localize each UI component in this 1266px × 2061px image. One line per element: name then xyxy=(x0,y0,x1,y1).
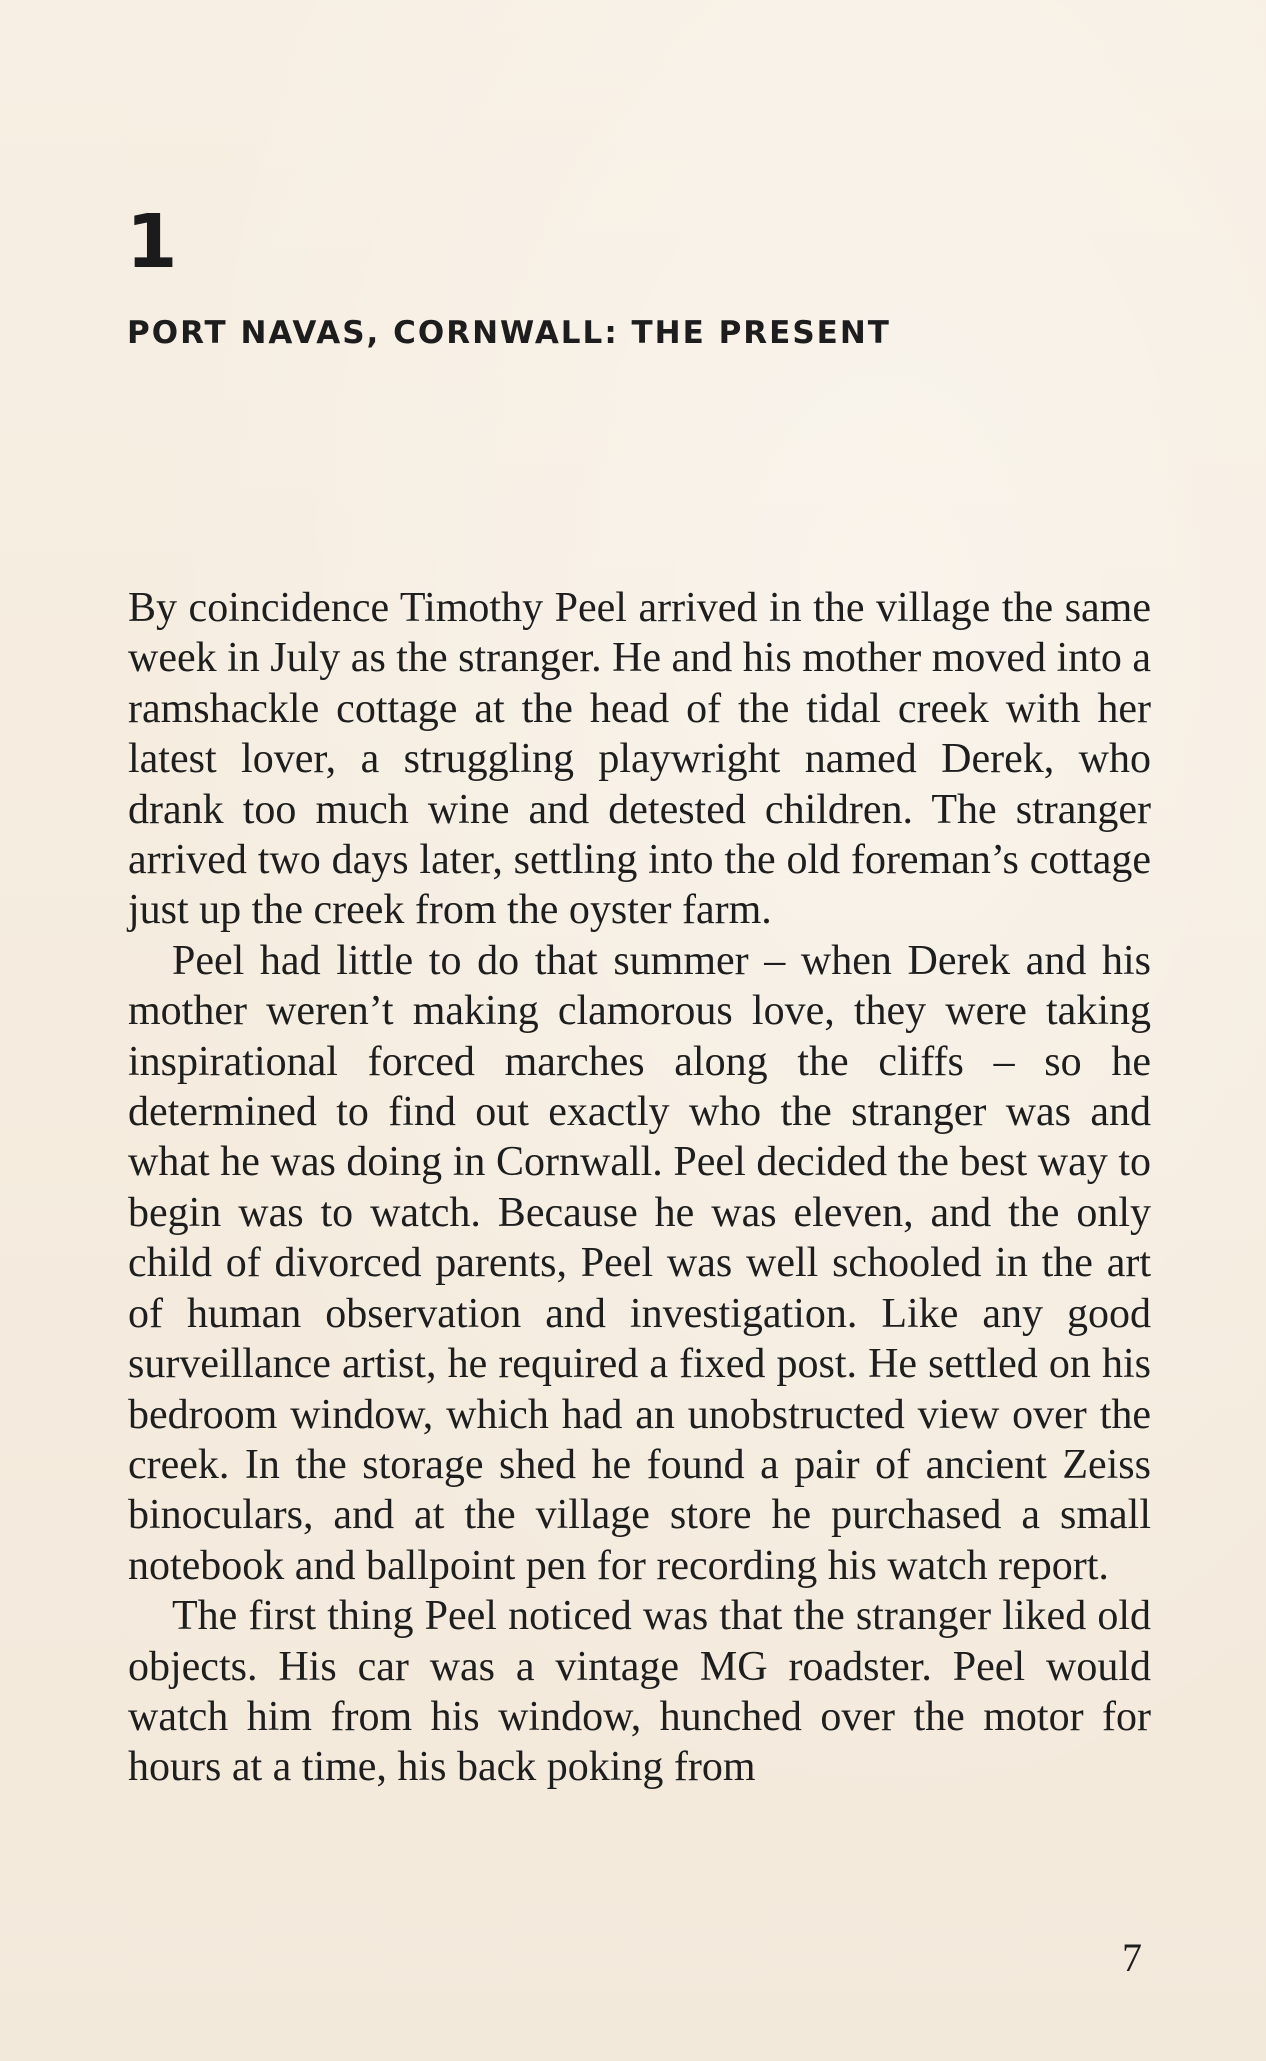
paragraph: Peel had little to do that summer – when Derek and his mother weren’t making clamorous love, they were taking inspirational forced marches along the cliffs – so he determined to find out exactly who the stranger was and what he was doing in Cornwall. Peel decided the best way to begin was to watch. Because he was eleven, and the only child of divorced parents, Peel was well schooled in the art of human observation and investigation. Like any good surveillance artist, he required a fixed post. He settled on his bedroom window, which had an unobstructed view over the creek. In the storage shed he found a pair of ancient Zeiss binoculars, and at the village store he purchased a small notebook and ballpoint pen for recording his watch report. xyxy=(128,937,1151,1589)
page-number: 7 xyxy=(1122,1935,1142,1980)
chapter-heading: PORT NAVAS, CORNWALL: THE PRESENT xyxy=(127,315,891,351)
body-text xyxy=(128,583,1151,1793)
paragraph: By coincidence Timothy Peel arrived in the village the same week in July as the stranger. He and his mother moved into a ramshackle cottage at the head of the tidal creek with her latest lover, a struggling playwright named Derek, who drank too much wine and detested children. The stranger arrived two days later, settling into the old foreman’s cottage just up the creek from the oyster farm. xyxy=(128,585,1151,934)
chapter-number: 1 xyxy=(126,199,176,285)
paragraph: The first thing Peel noticed was that the stranger liked old objects. His car was a vintage MG roadster. Peel would watch him from his window, hunched over the motor for hours at a time, his back poking from xyxy=(128,1593,1151,1791)
